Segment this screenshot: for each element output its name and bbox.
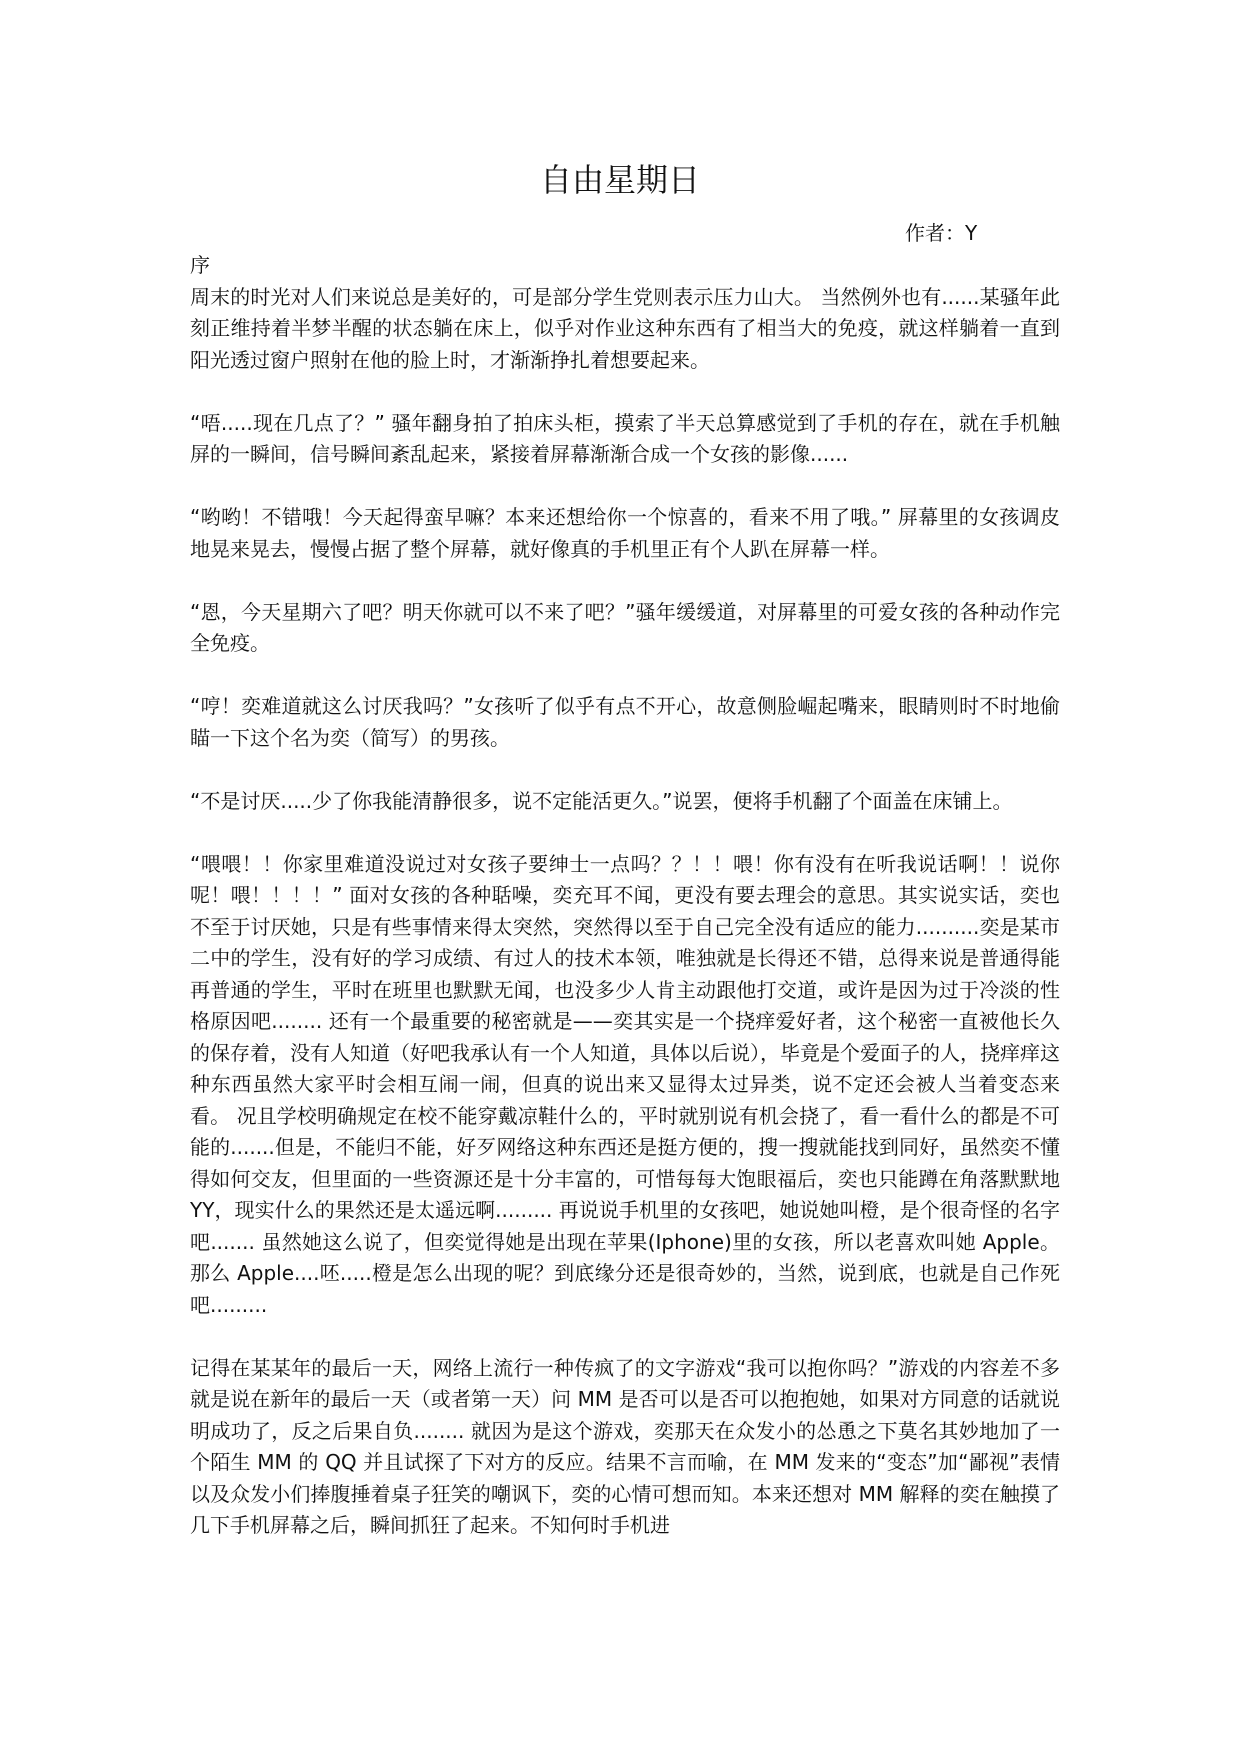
paragraph-3: “哟哟！不错哦！今天起得蛮早嘛？本来还想给你一个惊喜的，看来不用了哦。” 屏幕里的女孩调皮地晃来晃去，慢慢占据了整个屏幕，就好像真的手机里正有个人趴在屏幕一样。	[190, 505, 1060, 561]
paragraph-8: 记得在某某年的最后一天，网络上流行一种传疯了的文字游戏“我可以抱你吗？”游戏的内容差不多就是说在新年的最后一天（或者第一天）问 MM 是否可以是否可以抱抱她，如果对方同意的话就说明成功了，反之后果自负........ 就因为是这个游戏，奕那天在众发小的怂恿之下莫名其妙地加了一个陌生 MM 的 QQ 并且试探了下对方的反应。结果不言而喻，在 MM 发来的“变态”加“鄙视”表情以及众发小们捧腹捶着桌子狂笑的嘲讽下，奕的心情可想而知。本来还想对 MM 解释的奕在触摸了几下手机屏幕之后，瞬间抓狂了起来。不知何时手机进	[190, 1355, 1060, 1537]
paragraph-4: “恩，今天星期六了吧？明天你就可以不来了吧？”骚年缓缓道，对屏幕里的可爱女孩的各种动作完全免疫。	[190, 599, 1060, 655]
document-title: 自由星期日	[539, 161, 700, 199]
paragraph-2: “唔.....现在几点了？” 骚年翻身拍了拍床头柜，摸索了半天总算感觉到了手机的存在，就在手机触屏的一瞬间，信号瞬间紊乱起来，紧接着屏幕渐渐合成一个女孩的影像......	[190, 410, 1060, 466]
document-body	[190, 250, 1060, 1542]
preface-heading: 序	[190, 253, 210, 277]
author-line: 作者：Y	[905, 221, 978, 245]
paragraph-7: “喂喂！！你家里难道没说过对女孩子要绅士一点吗？？！！喂！你有没有在听我说话啊！！说你呢！喂！！！！” 面对女孩的各种聒噪，奕充耳不闻，更没有要去理会的意思。其实说实话，奕也不至于讨厌她，只是有些事情来得太突然，突然得以至于自己完全没有适应的能力..........奕是某市二中的学生，没有好的学习成绩、有过人的技术本领，唯独就是长得还不错，总得来说是普通得能再普通的学生，平时在班里也默默无闻，也没多少人肯主动跟他打交道，或许是因为过于冷淡的性格原因吧........ 还有一个最重要的秘密就是——奕其实是一个挠痒爱好者，这个秘密一直被他长久的保存着，没有人知道（好吧我承认有一个人知道，具体以后说），毕竟是个爱面子的人，挠痒痒这种东西虽然大家平时会相互闹一闹，但真的说出来又显得太过异类，说不定还会被人当着变态来看。 况且学校明确规定在校不能穿戴凉鞋什么的，平时就别说有机会挠了，看一看什么的都是不可能的.......但是，不能归不能，好歹网络这种东西还是挺方便的，搜一搜就能找到同好，虽然奕不懂得如何交友，但里面的一些资源还是十分丰富的，可惜每每大饱眼福后，奕也只能蹲在角落默默地 YY，现实什么的果然还是太遥远啊......... 再说说手机里的女孩吧，她说她叫橙，是个很奇怪的名字吧....... 虽然她这么说了，但奕觉得她是出现在苹果(Iphone)里的女孩，所以老喜欢叫她 Apple。那么 Apple....呸.....橙是怎么出现的呢？到底缘分还是很奇妙的，当然，说到底，也就是自己作死吧.........	[190, 851, 1060, 1317]
paragraph-5: “哼！奕难道就这么讨厌我吗？”女孩听了似乎有点不开心，故意侧脸崛起嘴来，眼睛则时不时地偷瞄一下这个名为奕（简写）的男孩。	[190, 694, 1060, 750]
paragraph-6: “不是讨厌.....少了你我能清静很多，说不定能活更久。”说罢，便将手机翻了个面盖在床铺上。	[190, 788, 1013, 813]
paragraph-1: 周末的时光对人们来说总是美好的，可是部分学生党则表示压力山大。 当然例外也有......某骚年此刻正维持着半梦半醒的状态躺在床上，似乎对作业这种东西有了相当大的免疫，就这样躺着一直到阳光透过窗户照射在他的脸上时，才渐渐挣扎着想要起来。	[190, 284, 1060, 372]
